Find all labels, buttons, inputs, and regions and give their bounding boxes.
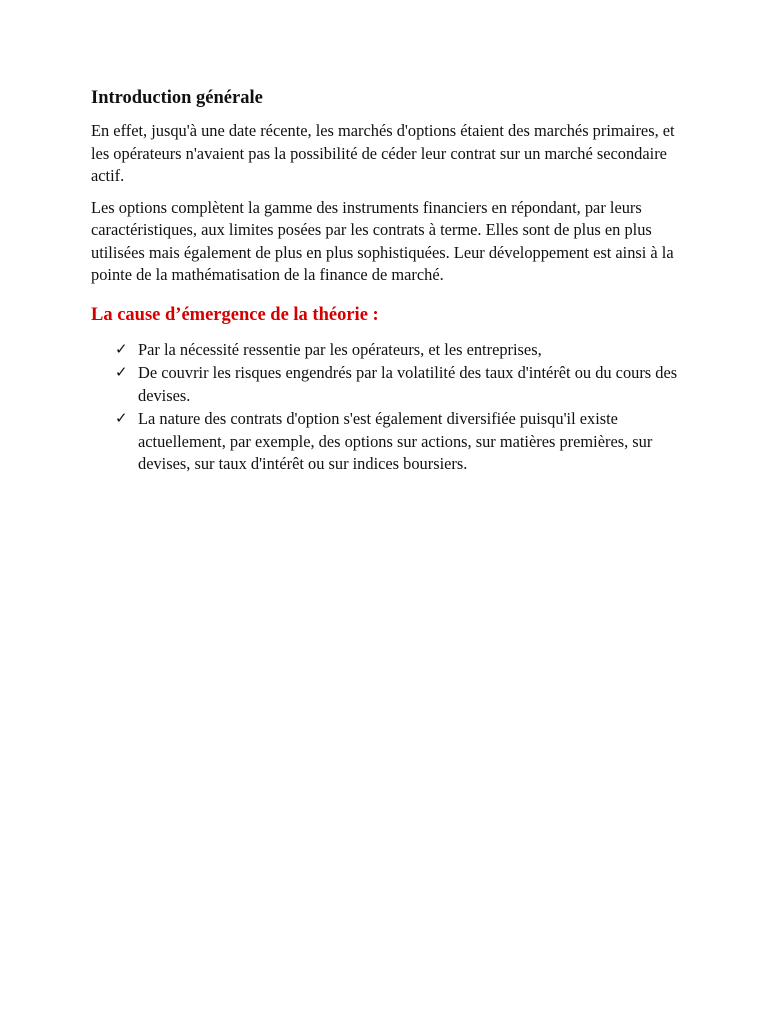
page-title: Introduction générale bbox=[91, 88, 263, 108]
checklist-item-text: La nature des contrats d'option s'est également diversifiée puisqu'il existe actuellement, par exemple, des options sur actions, sur matières premières, sur devises, sur taux d'intérêt ou sur indices boursiers. bbox=[138, 409, 653, 473]
intro-paragraph-1: En effet, jusqu'à une date récente, les marchés d'options étaient des marchés primaires, et les opérateurs n'avaient pas la possibilité de céder leur contrat sur un marché secondaire actif. bbox=[91, 121, 675, 185]
checklist-item bbox=[91, 408, 681, 476]
checkmark-icon: ✓ bbox=[115, 365, 128, 381]
document-content bbox=[91, 86, 681, 477]
checklist-item bbox=[91, 362, 681, 407]
checkmark-icon: ✓ bbox=[115, 341, 128, 358]
checklist-item bbox=[91, 339, 681, 362]
checkmark-icon: ✓ bbox=[115, 411, 128, 427]
section-subtitle: La cause d’émergence de la théorie : bbox=[91, 304, 379, 325]
intro-paragraph-2: Les options complètent la gamme des instruments financiers en répondant, par leurs caractéristiques, aux limites posées par les contrats à terme. Elles sont de plus en plus utilisées mais également de plus en plus sophistiquées. Leur développement est ainsi à la pointe de la mathématisation de la finance de marché. bbox=[91, 197, 674, 284]
checklist-item-text: Par la nécessité ressentie par les opérateurs, et les entreprises, bbox=[138, 339, 542, 359]
checklist bbox=[91, 339, 681, 476]
checklist-item-text: De couvrir les risques engendrés par la volatilité des taux d'intérêt ou du cours des devises. bbox=[138, 363, 678, 405]
